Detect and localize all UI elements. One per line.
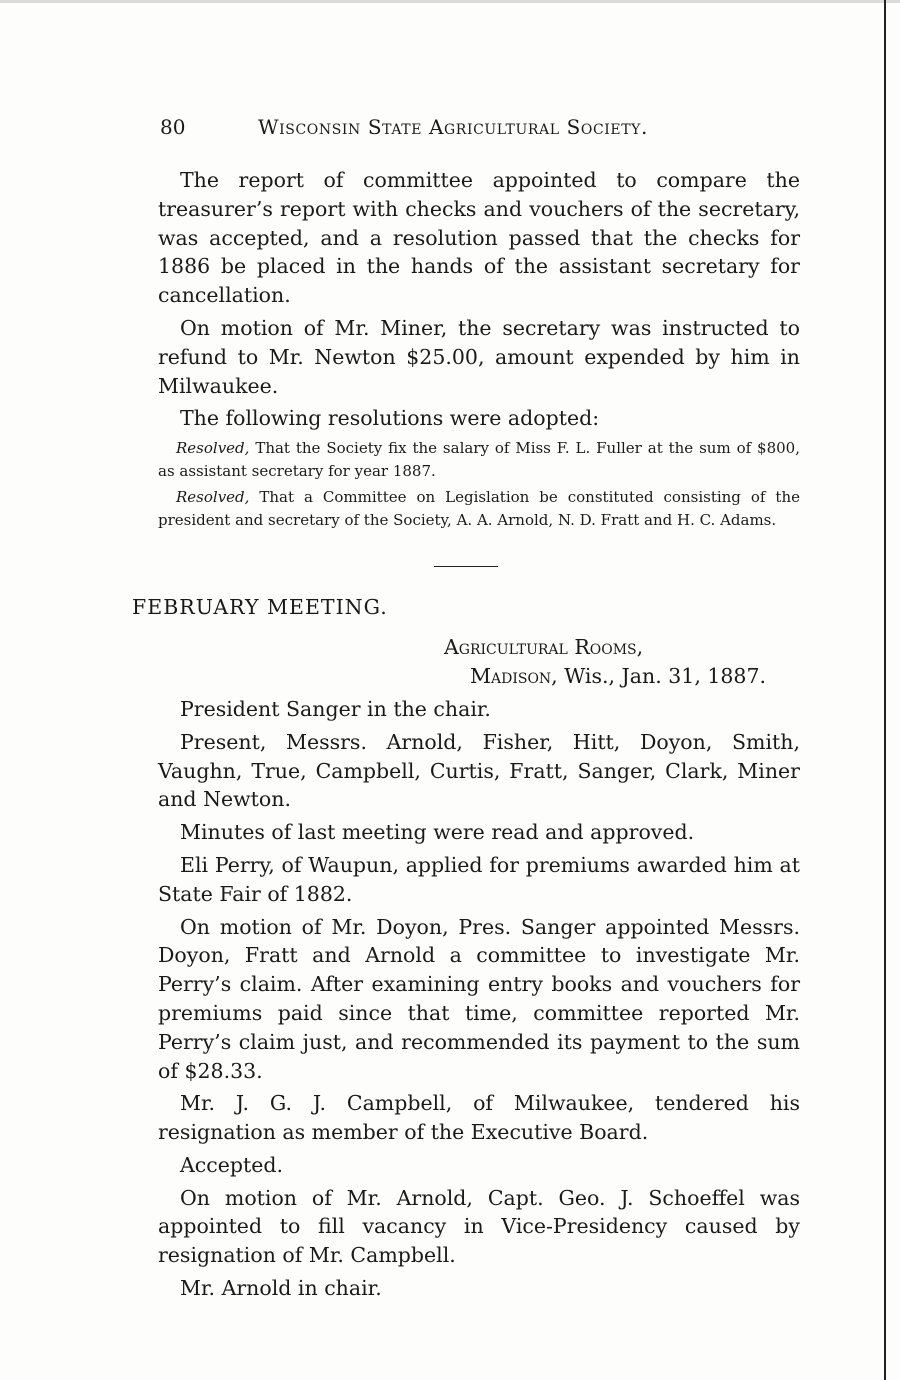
minutes-campbell-resignation: Mr. J. G. J. Campbell, of Milwaukee, tendered his resignation as member of the Executive Board. (158, 1091, 800, 1145)
scan-top-edge (0, 0, 900, 3)
resolution-legislation (158, 486, 800, 531)
page-number: 80 (160, 115, 186, 139)
resolution-text: That the Society fix the salary of Miss F. L. Fuller at the sum of $800, as assistant secretary for year 1887. (158, 439, 800, 480)
section-heading: FEBRUARY MEETING. (132, 594, 388, 619)
minutes-chair: President Sanger in the chair. (180, 696, 491, 721)
resolution-label: Resolved, (176, 488, 250, 507)
page-edge-line (884, 0, 886, 1380)
dateline-place: Madison, (470, 664, 558, 689)
paragraph-refund-motion: On motion of Mr. Miner, the secretary was instructed to refund to Mr. Newton $25.00, amount expended by him in Milwaukee. (158, 315, 800, 398)
resolution-label: Resolved, (176, 439, 250, 458)
dateline-location: Agricultural Rooms, (444, 635, 644, 660)
minutes-schoeffel-appointment: On motion of Mr. Arnold, Capt. Geo. J. Schoeffel was appointed to fill vacancy in Vice-Presidency caused by resignation of Mr. Campbell. (158, 1185, 800, 1268)
minutes-perry-application: Eli Perry, of Waupun, applied for premiums awarded him at State Fair of 1882. (158, 852, 800, 906)
resolution-salary (158, 437, 800, 482)
dateline-date (158, 662, 800, 691)
minutes-present: Present, Messrs. Arnold, Fisher, Hitt, Doyon, Smith, Vaughn, True, Campbell, Curtis, Fratt, Sanger, Clark, Miner and Newton. (158, 729, 800, 812)
page-body (132, 166, 800, 1307)
paragraph-committee-report: The report of committee appointed to compare the treasurer’s report with checks and vouchers of the secretary, was accepted, and a resolution passed that the checks for 1886 be placed in the hands of the assistant secretary for cancellation. (158, 168, 800, 308)
page-header (160, 112, 810, 142)
minutes-accepted: Accepted. (180, 1152, 284, 1177)
minutes-arnold-chair: Mr. Arnold in chair. (180, 1276, 382, 1301)
minutes-approved: Minutes of last meeting were read and approved. (180, 820, 695, 845)
section-divider (434, 566, 498, 567)
resolution-text: That a Committee on Legislation be constituted consisting of the president and secretary of the Society, A. A. Arnold, N. D. Fratt and H. C. Adams. (158, 488, 800, 529)
running-title: Wisconsin State Agricultural Society. (258, 115, 648, 139)
paragraph-resolutions-intro: The following resolutions were adopted: (180, 406, 600, 431)
dateline-date-text: Wis., Jan. 31, 1887. (557, 664, 767, 689)
minutes-perry-committee: On motion of Mr. Doyon, Pres. Sanger appointed Messrs. Doyon, Fratt and Arnold a committee to investigate Mr. Perry’s claim. After examining entry books and vouchers for premiums paid since that time, committee reported Mr. Perry’s claim just, and recommended its payment to the sum of $28.33. (158, 914, 800, 1083)
